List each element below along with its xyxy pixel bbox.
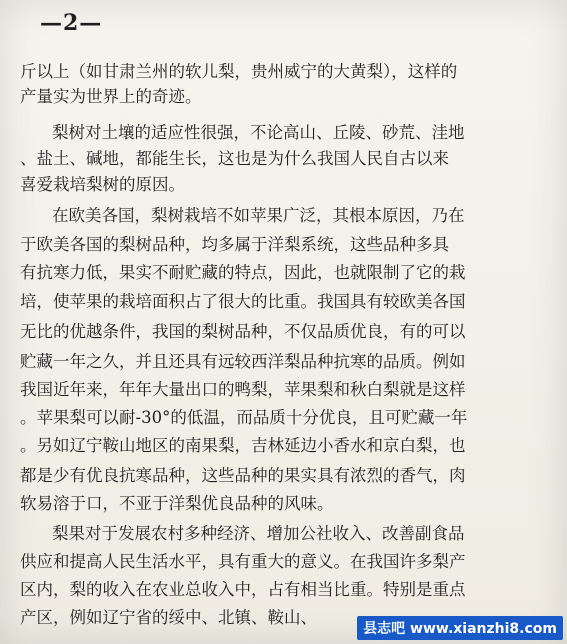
text-line: 梨树对土壤的适应性很强，不论高山、丘陵、砂荒、洼地 (52, 123, 465, 142)
text-line: 喜爱栽培梨树的原因。 (20, 175, 185, 194)
text-line: 、盐土、碱地，都能生长，这也是为什么我国人民自古以来 (20, 149, 449, 168)
text-line: 有抗寒力低，果实不耐贮藏的特点，因此，也就限制了它的栽 (20, 263, 466, 282)
site-watermark: 县志吧 www.xianzhi8.com (357, 616, 563, 640)
text-line: 软易溶于口，不亚于洋梨优良品种的风味。 (20, 494, 334, 513)
text-line: 产量实为世界上的奇迹。 (20, 87, 202, 106)
text-line: 供应和提高人民生活水平，具有重大的意义。在我国许多梨产 (20, 552, 466, 571)
text-line: 在欧美各国，梨树栽培不如苹果广泛，其根本原因，乃在 (52, 206, 465, 225)
text-line: 无比的优越条件，我国的梨树品种，不仅品质优良，有的可以 (20, 322, 466, 341)
text-line: 于欧美各国的梨树品种，均多属于洋梨系统，这些品种多具 (20, 235, 449, 254)
text-line: 培，使苹果的栽培面积占了很大的比重。我国具有较欧美各国 (20, 292, 466, 311)
page-number: —2— (40, 10, 103, 36)
text-line: 。另如辽宁鞍山地区的南果梨，吉林延边小香水和京白梨，也 (20, 436, 466, 455)
text-line: 贮藏一年之久，并且还具有远较西洋梨品种抗寒的品质。例如 (20, 352, 466, 371)
text-line: 斤以上（如甘肃兰州的软儿梨，贵州威宁的大黄梨），这样的 (20, 62, 458, 81)
text-line: 梨果对于发展农村多种经济、增加公社收入、改善副食品 (52, 524, 465, 543)
text-line: 区内，梨的收入在农业总收入中，占有相当比重。特别是重点 (20, 580, 466, 599)
text-line: 产区，例如辽宁省的绥中、北镇、鞍山、 (20, 608, 317, 627)
text-line: 都是少有优良抗寒品种，这些品种的果实具有浓烈的香气，肉 (20, 466, 466, 485)
text-line: 。苹果梨可以耐-30°的低温，而品质十分优良，且可贮藏一年 (20, 408, 468, 427)
text-line: 我国近年来，年年大量出口的鸭梨，苹果梨和秋白梨就是这样 (20, 380, 466, 399)
